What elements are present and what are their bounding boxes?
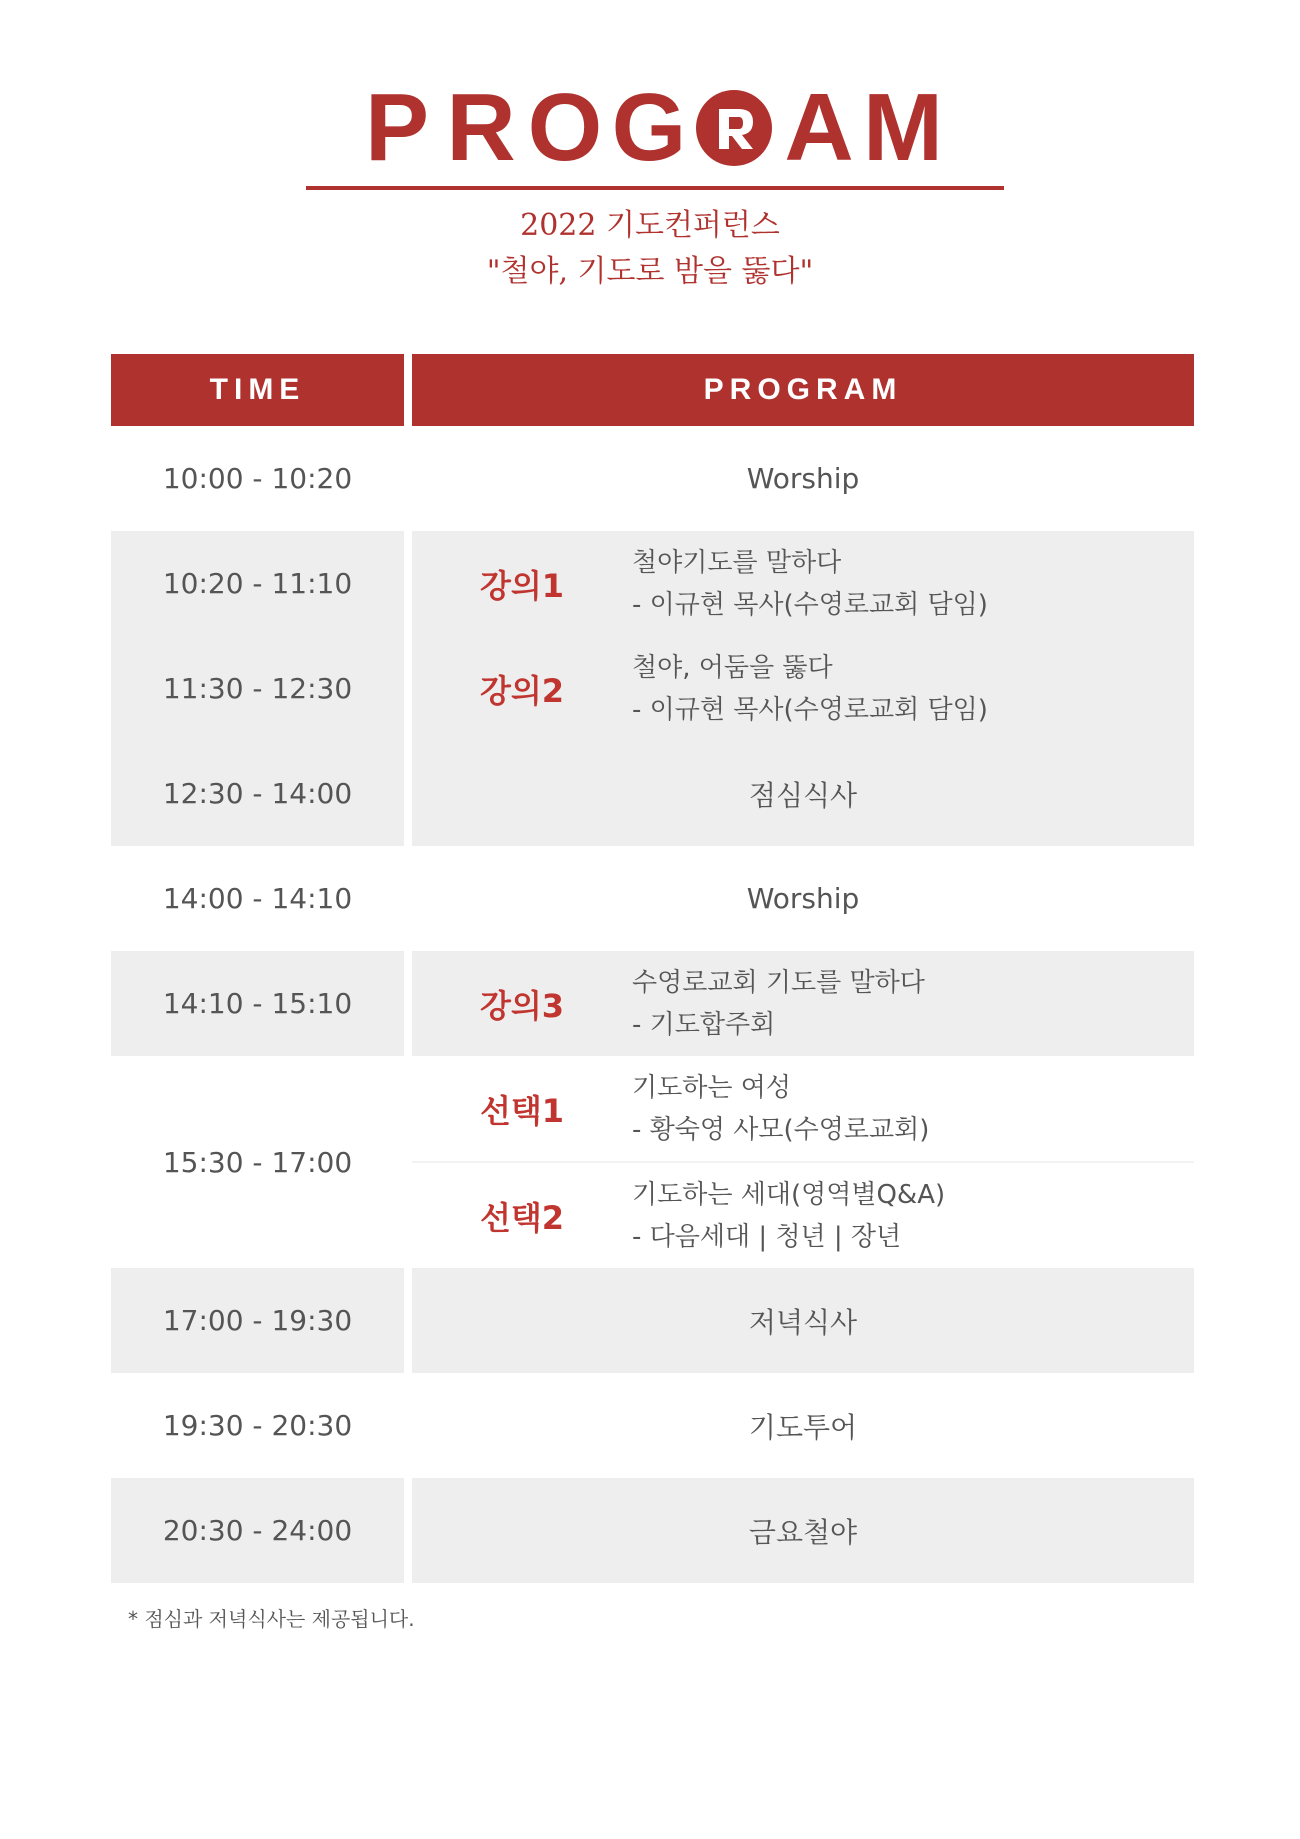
time-cell: 15:30 - 17:00: [162, 1145, 353, 1179]
session-description: [632, 1178, 945, 1254]
session-tag: 강의3: [479, 986, 565, 1025]
logo-letter: P: [364, 74, 430, 181]
logo-circle-r-icon: [695, 89, 773, 167]
title-divider: [306, 186, 1004, 190]
session-speaker: - 기도합주회: [632, 1009, 776, 1040]
session-tag: 선택2: [479, 1198, 565, 1237]
table-row: [111, 846, 1194, 951]
header: [0, 74, 1300, 289]
session-title: 기도하는 여성: [632, 1072, 791, 1103]
session-tag: 선택1: [479, 1091, 565, 1130]
session-description: [632, 966, 925, 1042]
time-cell: 12:30 - 14:00: [111, 741, 404, 846]
program-cell: 저녁식사: [412, 1268, 1194, 1373]
time-cell: 17:00 - 19:30: [111, 1268, 404, 1373]
choice-session: [412, 1056, 1194, 1161]
logo-letter: O: [527, 74, 603, 181]
session-title: 기도하는 세대(영역별Q&A): [632, 1179, 946, 1210]
program-cell: Worship: [746, 882, 860, 915]
program-cell: [412, 531, 1194, 636]
session-description: [632, 1071, 929, 1147]
footnote: * 점심과 저녁식사는 제공됩니다.: [128, 1607, 415, 1631]
subtitle-year: 2022 기도컨퍼런스: [520, 208, 780, 243]
logo-letter: M: [863, 74, 943, 181]
time-cell: 14:00 - 14:10: [162, 882, 353, 915]
program-table: [111, 354, 1194, 1583]
session-speaker: - 이규현 목사(수영로교회 담임): [632, 589, 988, 620]
logo-letter: G: [611, 74, 687, 181]
table-row: [111, 951, 1194, 1056]
table-row: [111, 531, 1194, 636]
time-column-header: TIME: [111, 354, 404, 426]
time-cell: 11:30 - 12:30: [111, 636, 404, 741]
program-column-header: PROGRAM: [412, 354, 1194, 426]
program-cell: [412, 636, 1194, 741]
time-cell: 10:20 - 11:10: [111, 531, 404, 636]
session-description: [632, 546, 988, 622]
time-cell: 20:30 - 24:00: [111, 1478, 404, 1583]
table-row: [111, 636, 1194, 741]
logo-letter: A: [784, 74, 854, 181]
session-title: 철야, 어둠을 뚫다: [632, 652, 833, 683]
table-row: [111, 1373, 1194, 1478]
time-cell: 14:10 - 15:10: [111, 951, 404, 1056]
table-row: [111, 741, 1194, 846]
choice-sessions: [412, 1056, 1194, 1268]
subtitle-theme: "철야, 기도로 밤을 뚫다": [486, 254, 814, 289]
program-logo: [0, 74, 1300, 181]
choice-session: [412, 1163, 1194, 1268]
table-row: [111, 426, 1194, 531]
session-title: 철야기도를 말하다: [632, 547, 842, 578]
table-row: [111, 1056, 1194, 1268]
session-tag: 강의1: [479, 566, 565, 605]
session-title: 수영로교회 기도를 말하다: [632, 967, 925, 998]
program-cell: [412, 951, 1194, 1056]
program-cell: Worship: [746, 462, 860, 495]
time-cell: 19:30 - 20:30: [162, 1409, 353, 1442]
program-cell: 점심식사: [412, 741, 1194, 846]
table-row: [111, 1478, 1194, 1583]
session-tag: 강의2: [479, 671, 565, 710]
logo-letter: R: [446, 74, 516, 181]
program-cell: 기도투어: [748, 1410, 858, 1444]
session-description: [632, 651, 988, 727]
session-speaker: - 황숙영 사모(수영로교회): [632, 1114, 930, 1145]
session-speaker: - 다음세대 | 청년 | 장년: [632, 1221, 902, 1252]
table-header-row: [111, 354, 1194, 426]
session-speaker: - 이규현 목사(수영로교회 담임): [632, 694, 988, 725]
table-row: [111, 1268, 1194, 1373]
time-cell: 10:00 - 10:20: [162, 462, 353, 495]
program-cell: 금요철야: [412, 1478, 1194, 1583]
